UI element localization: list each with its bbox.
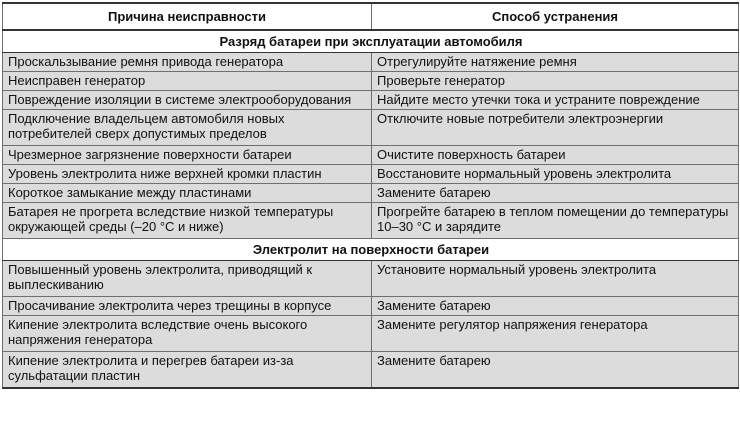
remedy-cell: Замените батарею (372, 297, 739, 316)
remedy-cell: Замените батарею (372, 184, 739, 203)
table-row (3, 91, 739, 110)
table-row (3, 203, 739, 239)
cause-cell: Подключение владельцем автомобиля новых потребителей сверх допустимых пределов (3, 110, 372, 146)
cause-cell: Короткое замыкание между пластинами (3, 184, 372, 203)
remedy-cell: Проверьте генератор (372, 72, 739, 91)
cause-cell: Повышенный уровень электролита, приводящий к выплескиванию (3, 261, 372, 297)
section-header (3, 30, 739, 53)
remedy-cell: Очистите поверхность батареи (372, 146, 739, 165)
table-row (3, 146, 739, 165)
cause-cell: Уровень электролита ниже верхней кромки пластин (3, 165, 372, 184)
table-row (3, 184, 739, 203)
cause-cell: Просачивание электролита через трещины в корпусе (3, 297, 372, 316)
cause-cell: Повреждение изоляции в системе электрооборудования (3, 91, 372, 110)
section-header (3, 239, 739, 261)
remedy-cell: Установите нормальный уровень электролита (372, 261, 739, 297)
cause-cell: Неисправен генератор (3, 72, 372, 91)
header-cause: Причина неисправности (3, 3, 372, 30)
table-row (3, 53, 739, 72)
header-row (3, 3, 739, 30)
table-row (3, 72, 739, 91)
section-title: Электролит на поверхности батареи (3, 239, 739, 261)
remedy-cell: Восстановите нормальный уровень электролита (372, 165, 739, 184)
section-title: Разряд батареи при эксплуатации автомобиля (3, 30, 739, 53)
table-row (3, 352, 739, 389)
troubleshooting-table (2, 2, 739, 389)
remedy-cell: Отрегулируйте натяжение ремня (372, 53, 739, 72)
cause-cell: Кипение электролита вследствие очень высокого напряжения генератора (3, 316, 372, 352)
cause-cell: Чрезмерное загрязнение поверхности батареи (3, 146, 372, 165)
header-remedy: Способ устранения (372, 3, 739, 30)
remedy-cell: Найдите место утечки тока и устраните повреждение (372, 91, 739, 110)
table-row (3, 110, 739, 146)
table-row (3, 316, 739, 352)
cause-cell: Проскальзывание ремня привода генератора (3, 53, 372, 72)
table-row (3, 165, 739, 184)
cause-cell: Батарея не прогрета вследствие низкой температуры окружающей среды (–20 °С и ниже) (3, 203, 372, 239)
remedy-cell: Замените регулятор напряжения генератора (372, 316, 739, 352)
table-row (3, 261, 739, 297)
remedy-cell: Отключите новые потребители электроэнергии (372, 110, 739, 146)
cause-cell: Кипение электролита и перегрев батареи из-за сульфатации пластин (3, 352, 372, 389)
remedy-cell: Прогрейте батарею в теплом помещении до температуры 10–30 °С и зарядите (372, 203, 739, 239)
table-row (3, 297, 739, 316)
remedy-cell: Замените батарею (372, 352, 739, 389)
